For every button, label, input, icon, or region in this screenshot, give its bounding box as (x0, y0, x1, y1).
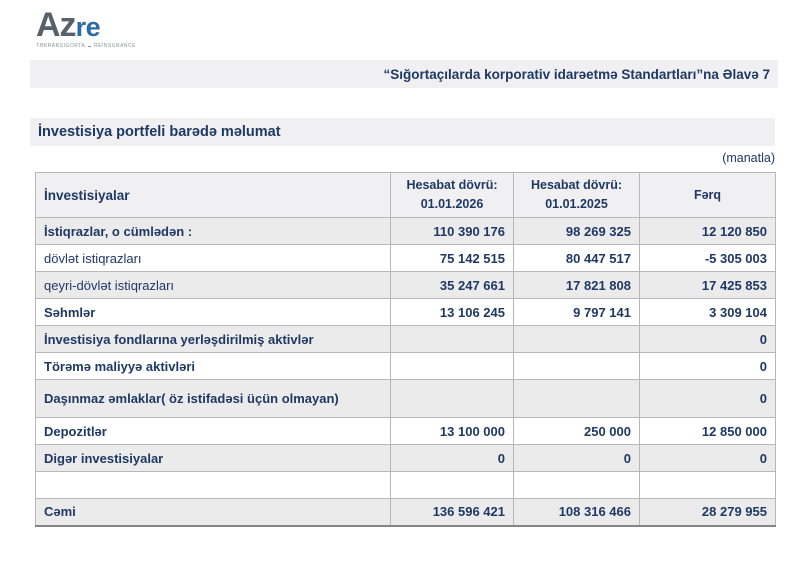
column-header-difference-label: Fərq (693, 188, 722, 202)
cell-period-2025: 108 316 466 (514, 499, 640, 526)
row-label: Səhmlər (36, 299, 391, 326)
cell-difference: 0 (640, 326, 776, 353)
cell-period-2026 (391, 380, 514, 418)
cell-difference: 0 (640, 353, 776, 380)
row-label: Daşınmaz əmlaklar( öz istifadəsi üçün olmayan) (36, 380, 391, 418)
cell-period-2025: 80 447 517 (514, 245, 640, 272)
row-label: Digər investisiyalar (36, 445, 391, 472)
cell-period-2025 (514, 353, 640, 380)
row-label (36, 472, 391, 499)
table-row (36, 299, 776, 326)
column-header-investments-label: İnvestisiyalar (44, 187, 130, 203)
annex-note-bar (30, 60, 778, 88)
table-row (36, 499, 776, 526)
column-header-period-2025-date: 01.01.2025 (545, 197, 608, 211)
section-title-bar (30, 118, 775, 146)
cell-period-2026: 0 (391, 445, 514, 472)
logo-text-az: Az (36, 6, 76, 44)
column-header-period-2025-label: Hesabat dövrü: (531, 178, 622, 193)
column-header-investments (36, 173, 391, 218)
company-logo (36, 8, 136, 49)
table-row (36, 418, 776, 445)
cell-difference: -5 305 003 (640, 245, 776, 272)
column-header-period-2026-date: 01.01.2026 (420, 197, 484, 211)
cell-period-2025 (514, 472, 640, 499)
table-row (36, 218, 776, 245)
cell-period-2025: 250 000 (514, 418, 640, 445)
table-row (36, 326, 776, 353)
cell-difference: 3 309 104 (640, 299, 776, 326)
row-label: İstiqrazlar, o cümlədən : (36, 218, 391, 245)
logo-tagline-left: TƏKRARSIĞORTA (36, 43, 86, 49)
table-row (36, 472, 776, 499)
cell-period-2026: 35 247 661 (391, 272, 514, 299)
row-label: Depozitlər (36, 418, 391, 445)
table-row (36, 380, 776, 418)
cell-difference: 28 279 955 (640, 499, 776, 526)
cell-period-2026: 13 100 000 (391, 418, 514, 445)
cell-period-2026: 13 106 245 (391, 299, 514, 326)
table-row (36, 272, 776, 299)
cell-difference: 0 (640, 445, 776, 472)
cell-difference: 17 425 853 (640, 272, 776, 299)
cell-period-2026 (391, 326, 514, 353)
table-row (36, 245, 776, 272)
cell-period-2025: 0 (514, 445, 640, 472)
cell-period-2025: 17 821 808 (514, 272, 640, 299)
row-label: Cəmi (36, 499, 391, 526)
logo-tagline-right: REINSURANCE (94, 43, 136, 49)
cell-period-2025: 9 797 141 (514, 299, 640, 326)
column-header-period-2026 (391, 173, 514, 218)
row-label: qeyri-dövlət istiqrazları (36, 272, 391, 299)
cell-period-2026: 75 142 515 (391, 245, 514, 272)
column-header-difference (640, 173, 776, 218)
logo-tagline-rule (88, 46, 91, 47)
cell-period-2026 (391, 353, 514, 380)
column-header-period-2025 (514, 173, 640, 218)
column-header-period-2026-label: Hesabat dövrü: (406, 178, 498, 193)
cell-period-2026 (391, 472, 514, 499)
investment-portfolio-table (35, 172, 776, 527)
logo-tagline (36, 43, 136, 49)
cell-period-2026: 110 390 176 (391, 218, 514, 245)
annex-note: “Sığortaçılarda korporativ idarəetmə Standartları”na Əlavə 7 (383, 66, 770, 82)
cell-period-2025: 98 269 325 (514, 218, 640, 245)
table-row (36, 445, 776, 472)
table-row (36, 353, 776, 380)
row-label: İnvestisiya fondlarına yerləşdirilmiş aktivlər (36, 326, 391, 353)
page-title: İnvestisiya portfeli barədə məlumat (38, 124, 281, 140)
cell-difference: 0 (640, 380, 776, 418)
cell-difference: 12 120 850 (640, 218, 776, 245)
row-label: dövlət istiqrazları (36, 245, 391, 272)
row-label: Törəmə maliyyə aktivləri (36, 353, 391, 380)
table-body (36, 218, 776, 526)
cell-period-2025 (514, 326, 640, 353)
cell-period-2026: 136 596 421 (391, 499, 514, 526)
table-header-row (36, 173, 776, 218)
logo-wordmark (36, 8, 136, 42)
cell-difference (640, 472, 776, 499)
cell-difference: 12 850 000 (640, 418, 776, 445)
logo-text-re: re (75, 12, 101, 42)
currency-note: (manatla) (722, 151, 775, 165)
cell-period-2025 (514, 380, 640, 418)
